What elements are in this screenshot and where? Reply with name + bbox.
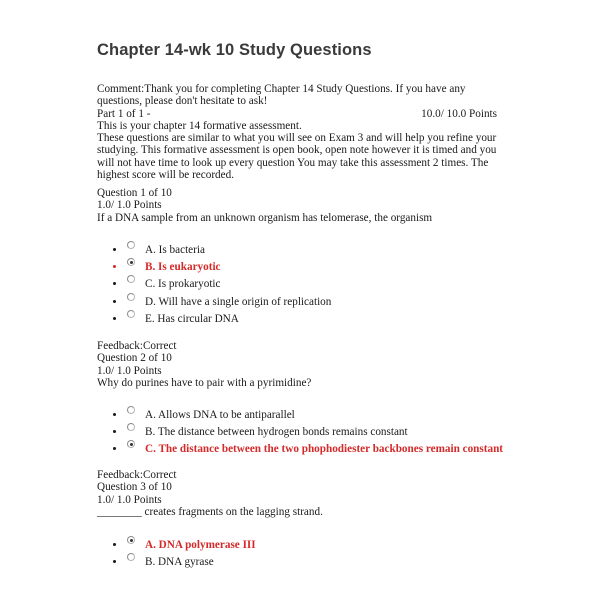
radio-unselected-icon[interactable] [127,293,135,301]
feedback-text: Feedback:Correct [97,469,177,481]
instructor-comment: Comment:Thank you for completing Chapter 14 Study Questions. If you have any questions, please don't hesitate to ask! [97,83,466,108]
option-b[interactable] [97,553,517,570]
radio-selected-icon[interactable] [127,440,135,448]
option-c[interactable] [97,275,517,292]
radio-selected-icon[interactable] [127,536,135,544]
bullet-icon [113,300,116,303]
intro-text: This is your chapter 14 formative assessment. [97,119,302,132]
assessment-description: These questions are similar to what you will see on Exam 3 and will help you refine your studying. This formative assessment is open book, open note however it is timed and you will not have time to look up every question You may take this assessment 2 times. The highest score will be recorded. [97,132,497,182]
option-a[interactable] [97,241,517,258]
question-2-header [97,340,517,389]
bullet-icon [113,447,116,450]
question-points: 1.0/ 1.0 Points [97,364,162,377]
radio-selected-icon[interactable] [127,258,135,266]
question-label: Question 3 of 10 [97,481,172,494]
question-prompt: ________ creates fragments on the lagging strand. [97,505,323,518]
radio-unselected-icon[interactable] [127,553,135,561]
question-3-options [97,536,517,570]
option-label: B. Is eukaryotic [145,261,221,274]
option-b[interactable] [97,258,517,275]
option-c[interactable] [97,440,517,457]
bullet-icon [113,430,116,433]
feedback-text: Feedback:Correct [97,340,177,352]
question-prompt: Why do purines have to pair with a pyrimidine? [97,376,312,389]
question-prompt: If a DNA sample from an unknown organism has telomerase, the organism [97,211,433,224]
question-1-options [97,241,517,327]
option-label: A. Is bacteria [145,244,205,256]
option-label: D. Will have a single origin of replication [145,295,332,308]
option-label: C. The distance between the two phophodiester backbones remain constant [145,443,504,456]
part-label: Part 1 of 1 - [97,107,151,120]
bullet-icon [113,413,116,416]
question-2-options [97,406,517,458]
question-label: Question 1 of 10 [97,187,172,199]
page-title: Chapter 14-wk 10 Study Questions [97,41,372,59]
bullet-icon [113,543,116,546]
question-1-header [97,187,517,224]
part-row [97,108,497,120]
option-label: C. Is prokaryotic [145,278,221,291]
option-b[interactable] [97,423,517,440]
radio-unselected-icon[interactable] [127,406,135,414]
bullet-icon [113,248,116,251]
question-points: 1.0/ 1.0 Points [97,199,162,212]
radio-unselected-icon[interactable] [127,310,135,318]
option-label: B. The distance between hydrogen bonds remains constant [145,426,408,439]
bullet-icon [113,265,116,268]
question-points: 1.0/ 1.0 Points [97,493,162,506]
radio-unselected-icon[interactable] [127,423,135,431]
bullet-icon [113,560,116,563]
radio-unselected-icon[interactable] [127,275,135,283]
option-a[interactable] [97,406,517,423]
option-d[interactable] [97,293,517,310]
question-label: Question 2 of 10 [97,352,172,365]
bullet-icon [113,282,116,285]
radio-unselected-icon[interactable] [127,241,135,249]
part-points: 10.0/ 10.0 Points [421,107,497,120]
option-label: B. DNA gyrase [145,556,214,569]
assessment-header [97,83,517,181]
option-label: A. Allows DNA to be antiparallel [145,409,295,421]
question-3-header [97,469,517,518]
option-label: E. Has circular DNA [145,312,239,325]
bullet-icon [113,317,116,320]
option-a[interactable] [97,536,517,553]
option-e[interactable] [97,310,517,327]
option-label: A. DNA polymerase III [145,539,256,551]
